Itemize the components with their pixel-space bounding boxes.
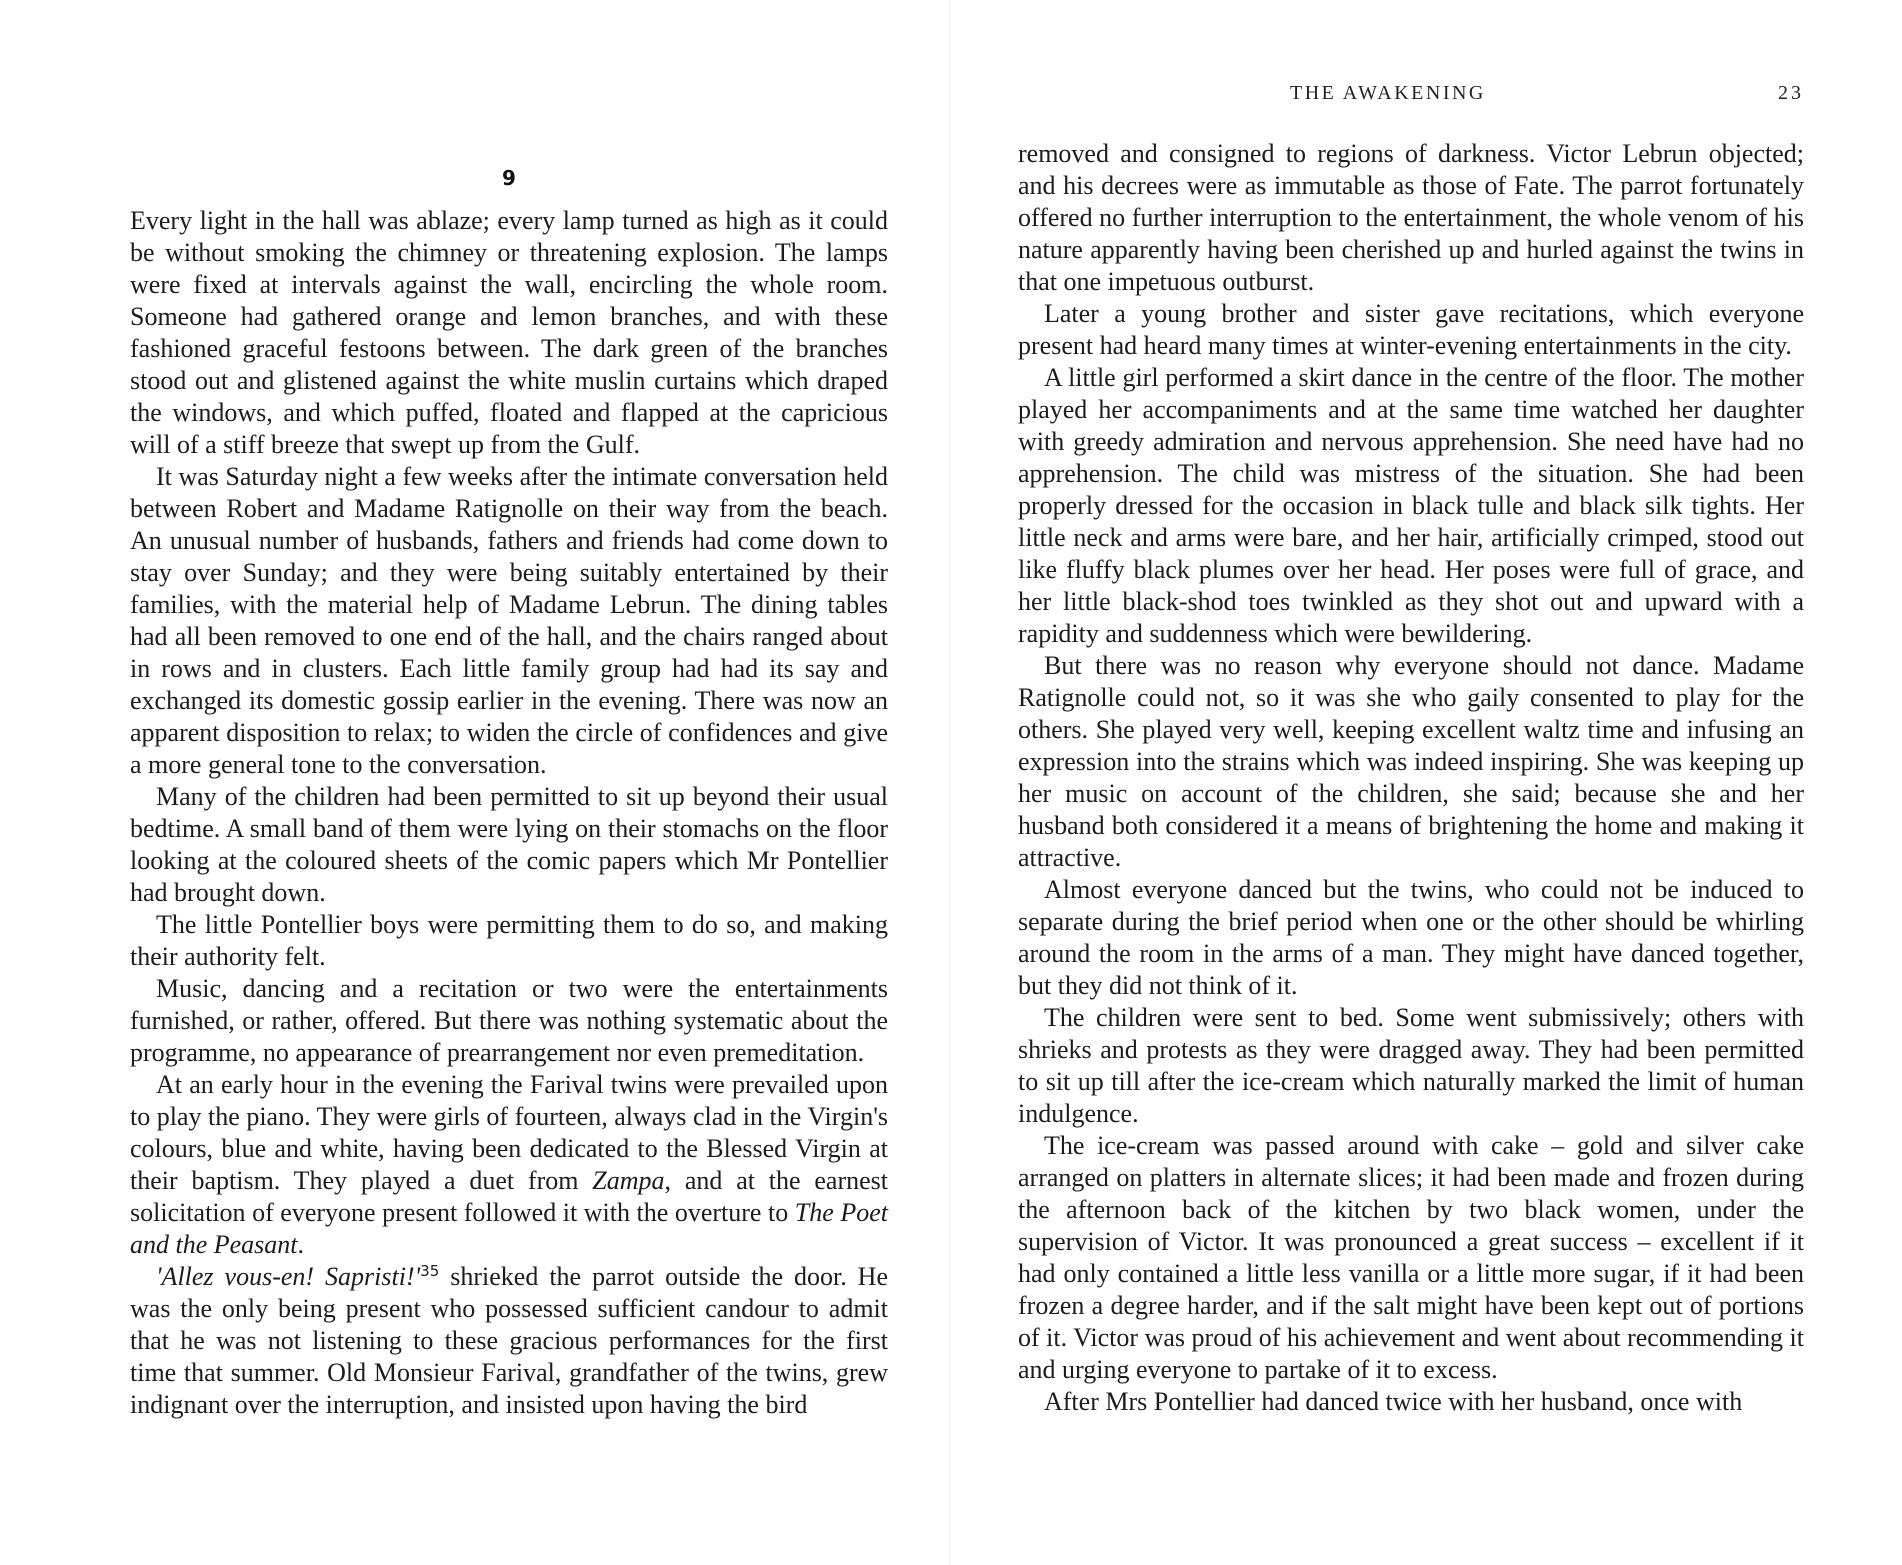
paragraph: After Mrs Pontellier had danced twice with her husband, once with (1044, 1387, 1743, 1416)
chapter-number: 9 (502, 166, 516, 190)
running-title: THE AWAKENING (1290, 82, 1486, 104)
italic-quote: 'Allez vous-en! Sapristi!' (156, 1262, 421, 1291)
paragraph: Almost everyone danced but the twins, who could not be induced to separate during the brief period when one or the other should be whirling around the room in the arms of a man. They might have danced together, but they did not think of it. (1018, 875, 1804, 1000)
footnote-reference: 35 (420, 1262, 440, 1280)
right-page-text (1018, 138, 1804, 1418)
italic-title-poet-peasant: The Poet and the Peasant (130, 1198, 888, 1259)
paragraph: Music, dancing and a recitation or two were the entertainments furnished, or rather, offered. But there was nothing systematic about the programme, no appearance of prearrangement nor even premeditation. (130, 974, 888, 1067)
running-head (1018, 82, 1804, 112)
paragraph: Every light in the hall was ablaze; every lamp turned as high as it could be without smoking the chimney or threatening explosion. The lamps were fixed at intervals against the wall, encircling the whole room. Someone had gathered orange and lemon branches, and with these fashioned graceful festoons between. The dark green of the branches stood out and glistened against the white muslin curtains which draped the windows, and which puffed, floated and flapped at the capricious will of a stiff breeze that swept up from the Gulf. (130, 206, 888, 459)
paragraph: The ice-cream was passed around with cake – gold and silver cake arranged on platters in alternate slices; it had been made and frozen during the afternoon back of the kitchen by two black women, under the supervision of Victor. It was pronounced a great success – excellent if it had only contained a little less vanilla or a little more sugar, if it had been frozen a degree harder, and if the salt might have been kept out of portions of it. Victor was proud of his achievement and went about recommending it and urging everyone to partake of it to excess. (1018, 1131, 1804, 1384)
paragraph-farival-twins: At an early hour in the evening the Farival twins were prevailed upon to play the piano. They were girls of fourteen, always clad in the Virgin's colours, blue and white, having been dedicated to the Blessed Virgin at their baptism. They played a duet from Zampa, and at the earnest solicitation of everyone present followed it with the overture to The Poet and the Peasant. (130, 1070, 889, 1259)
paragraph: The little Pontellier boys were permitting them to do so, and making their authority felt. (130, 910, 888, 971)
paragraph: A little girl performed a skirt dance in the centre of the floor. The mother played her accompaniments and at the same time watched her daughter with greedy admiration and nervous apprehension. She need have had no apprehension. The child was mistress of the situation. She had been properly dressed for the occasion in black tulle and black silk tights. Her little neck and arms were bare, and her hair, artificially crimped, stood out like fluffy black plumes over her head. Her poses were full of grace, and her little black-shod toes twinkled as they shot out and upward with a rapidity and suddenness which were bewildering. (1018, 363, 1804, 648)
page-number: 23 (1778, 82, 1804, 104)
paragraph: The children were sent to bed. Some went submissively; others with shrieks and protests as they were dragged away. They had been permitted to sit up till after the ice-cream which naturally marked the limit of human indulgence. (1018, 1003, 1804, 1128)
paragraph-parrot: 'Allez vous-en! $Sapristi!'^{35}$ shrieked the parrot outside the door. He was the only being present who possessed sufficient candour to admit that he was not listening to these gracious performances for the first time that summer. Old Monsieur Farival, grandfather of the twins, grew indignant over the interruption, and insisted upon having the bird (130, 1262, 888, 1419)
paragraph: But there was no reason why everyone should not dance. Madame Ratignolle could not, so it was she who gaily consented to play for the others. She played very well, keeping excellent waltz time and infusing an expression into the strains which was indeed inspiring. She was keeping up her music on account of the children, she said; because she and her husband both considered it a means of brightening the home and making it attractive. (1018, 651, 1804, 872)
italic-title-zampa: Zampa (592, 1166, 665, 1195)
paragraph: Many of the children had been permitted to sit up beyond their usual bedtime. A small band of them were lying on their stomachs on the floor looking at the coloured sheets of the comic papers which Mr Pontellier had brought down. (130, 782, 888, 907)
paragraph: It was Saturday night a few weeks after the intimate conversation held between Robert and Madame Ratignolle on their way from the beach. An unusual number of husbands, fathers and friends had come down to stay over Sunday; and they were being suitably entertained by their families, with the material help of Madame Lebrun. The dining tables had all been removed to one end of the hall, and the chairs ranged about in rows and in clusters. Each little family group had had its say and exchanged its domestic gossip earlier in the evening. There was now an apparent disposition to relax; to widen the circle of confidences and give a more general tone to the conversation. (130, 462, 888, 779)
paragraph: removed and consigned to regions of darkness. Victor Lebrun objected; and his decrees were as immutable as those of Fate. The parrot fortunately offered no further interruption to the entertainment, the whole venom of his nature apparently having been cherished up and hurled against the twins in that one impetuous outburst. (1018, 139, 1804, 296)
paragraph: Later a young brother and sister gave recitations, which everyone present had heard many times at winter-evening entertainments in the city. (1018, 299, 1804, 360)
left-page-text (130, 205, 888, 1421)
